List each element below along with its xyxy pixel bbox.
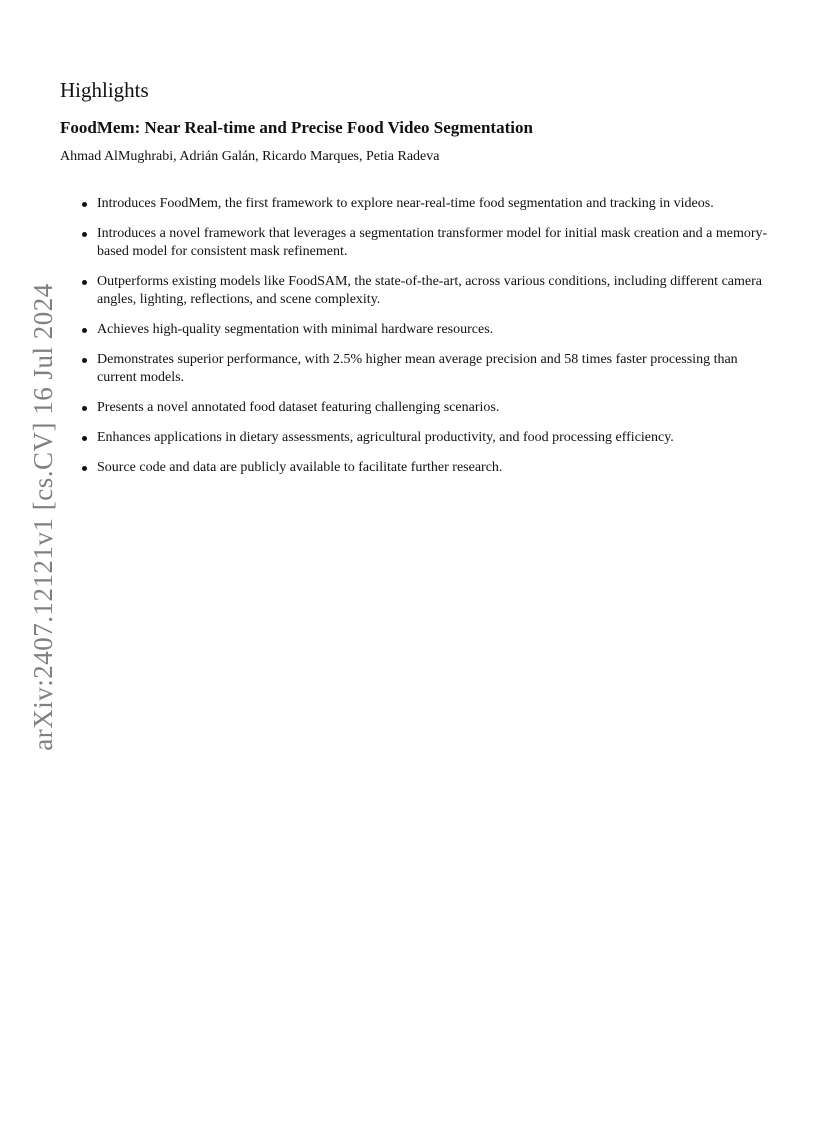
- highlight-item: [60, 273, 772, 309]
- bullet-icon: [82, 406, 87, 411]
- bullet-icon: [82, 232, 87, 237]
- highlights-list: [60, 195, 772, 489]
- highlight-text: Source code and data are publicly available to facilitate further research.: [97, 460, 503, 475]
- highlight-item: [60, 321, 772, 339]
- highlight-text: Outperforms existing models like FoodSAM, the state-of-the-art, across various conditions, including different camera angles, lighting, reflections, and scene complexity.: [97, 274, 762, 307]
- highlight-item: [60, 351, 772, 387]
- highlight-item: [60, 195, 772, 213]
- highlight-item: [60, 429, 772, 447]
- highlight-item: [60, 399, 772, 417]
- bullet-icon: [82, 436, 87, 441]
- bullet-icon: [82, 358, 87, 363]
- bullet-icon: [82, 202, 87, 207]
- section-heading: Highlights: [60, 78, 149, 102]
- highlight-item: [60, 225, 772, 261]
- highlight-text: Achieves high-quality segmentation with minimal hardware resources.: [97, 322, 494, 337]
- paper-title: FoodMem: Near Real-time and Precise Food Video Segmentation: [60, 118, 533, 137]
- bullet-icon: [82, 466, 87, 471]
- highlight-item: [60, 459, 772, 477]
- bullet-icon: [82, 328, 87, 333]
- highlight-text: Introduces a novel framework that leverages a segmentation transformer model for initial mask creation and a memory-based model for consistent mask refinement.: [97, 226, 768, 259]
- highlight-text: Presents a novel annotated food dataset featuring challenging scenarios.: [97, 400, 500, 415]
- highlight-text: Introduces FoodMem, the first framework to explore near-real-time food segmentation and tracking in videos.: [97, 196, 714, 211]
- bullet-icon: [82, 280, 87, 285]
- author-list: Ahmad AlMughrabi, Adrián Galán, Ricardo Marques, Petia Radeva: [60, 149, 440, 164]
- highlight-text: Demonstrates superior performance, with 2.5% higher mean average precision and 58 times faster processing than current models.: [97, 352, 738, 385]
- arxiv-identifier-stamp: arXiv:2407.12121v1 [cs.CV] 16 Jul 2024: [28, 283, 58, 751]
- highlight-text: Enhances applications in dietary assessments, agricultural productivity, and food processing efficiency.: [97, 430, 674, 445]
